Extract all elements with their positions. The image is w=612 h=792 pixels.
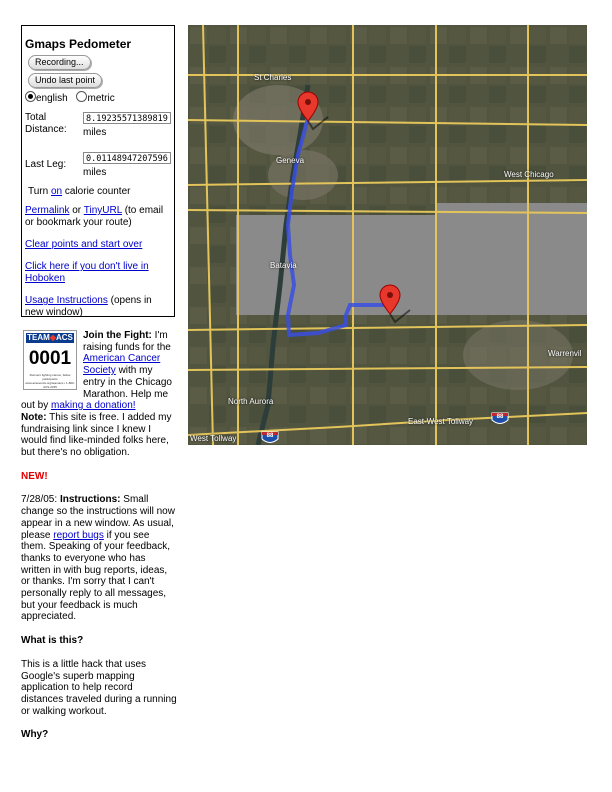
map-label-west-tollway: West Tollway [190,434,237,443]
english-label: english [36,93,68,104]
satellite-map[interactable] [188,25,587,445]
usage-instructions-link[interactable]: Usage Instructions [25,295,108,306]
map-label-geneva: Geneva [276,156,305,165]
american-cancer-society-link[interactable]: American Cancer Society [83,353,161,377]
recording-button[interactable]: Recording... [28,55,91,70]
map-label-north-aurora: North Aurora [228,397,274,406]
total-distance-unit: miles [83,127,107,138]
join-fight-heading: Join the Fight: [83,330,152,341]
report-bugs-link[interactable]: report bugs [53,529,104,541]
map-label-warrenville: Warrenvil [548,349,582,358]
badge-number: 0001 [28,348,72,369]
hwy-88-label-left: 88 [266,433,274,439]
sidebar-content: TEAM◆ACS 0001 Runners fighting cancer, fellow participants www.acsevents.org/teamacs • 1-800-ACS-2345 Join the Fight: I'm raising funds for the American Cancer Society with my entry in the Chicago Marathon. Help me out by making a donation! Note: This site is free. I added my fundraising link since I knew I would find like-minded folks here, but there's no obligation. NEW! 7/28/05: Instructions: Small change so the instructions will now appear in a new window. As usual, please report bugs if you see them. Speaking of your feedback, thanks to everyone who has written in with bug reports, ideas, or thanks. I'm sorry that I can't personally reply to all messages, but your feedback is much appreciated. What is this? This is a little hack that uses Google's superb mapping application to help record distances traveled during a running or walking workout. Why? [21,330,177,741]
last-leg-row [25,152,174,186]
hoboken-link[interactable]: Click here if you don't live in Hoboken [25,261,149,284]
metric-radio[interactable] [76,91,87,102]
last-leg-unit: miles [83,167,107,178]
why-heading: Why? [21,729,49,741]
last-leg-field[interactable]: 0.01148947207596 [83,152,171,164]
calorie-counter-line: Turn on calorie counter [28,186,131,197]
calorie-counter-on-link[interactable]: on [50,186,63,197]
instructions-heading: Instructions: [59,494,121,506]
total-distance-field[interactable]: 8.19235571389819 [83,112,171,124]
tinyurl-link[interactable]: TinyURL [83,205,122,216]
map-canvas[interactable] [188,25,587,445]
what-heading: What is this? [21,635,84,647]
unit-selector [25,91,174,104]
map-label-st-charles: St Charles [254,73,292,82]
total-distance-label-2: Distance: [25,124,67,135]
total-distance-row [25,112,174,152]
permalink-link[interactable]: Permalink [25,205,70,216]
map-label-west-chicago: West Chicago [504,170,554,179]
undo-last-point-button[interactable]: Undo last point [28,73,102,88]
english-radio[interactable] [25,91,36,102]
what-text: This is a little hack that uses Google's superb mapping application to help record distances traveled during a running or walking workout. [21,658,177,717]
new-label: NEW! [21,470,48,482]
pedometer-panel: Gmaps Pedometer Recording... Undo last point english metric Total Distance: 8.19235571389819 miles Last Leg: 0.01148947207596 miles Turn on calorie counter Permalink or TinyURL (to email or bookmark your route) Clear points and start over Click here if you don't live in Hoboken Usage Instructions (opens in new window) [21,25,175,317]
team-acs-badge: TEAM◆ACS 0001 Runners fighting cancer, fellow participants www.acsevents.org/teamacs • 1-800-ACS-2345 [23,330,77,390]
map-label-east-west-tollway: East-West Tollway [408,417,474,426]
metric-label: metric [87,93,115,104]
clear-points-link[interactable]: Clear points and start over [25,239,143,250]
total-distance-label-1: Total [25,112,47,123]
last-leg-label: Last Leg: [25,159,67,170]
note-heading: Note: [21,411,47,423]
map-label-batavia: Batavia [270,261,297,270]
hwy-88-label-right: 88 [496,414,504,420]
panel-title: Gmaps Pedometer [25,37,132,51]
donation-link[interactable]: making a donation! [51,400,136,412]
